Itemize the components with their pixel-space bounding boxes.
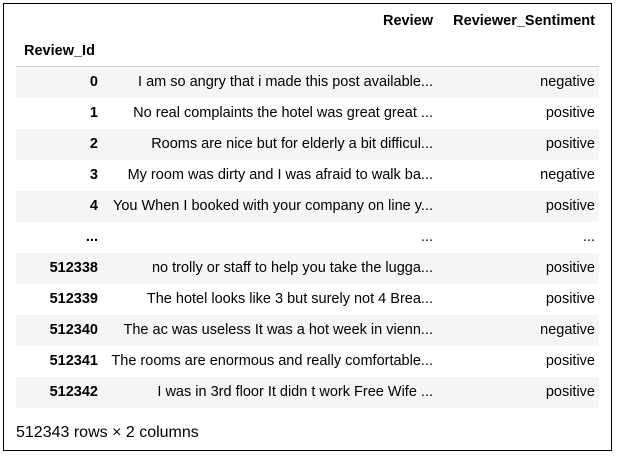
row-index: 4	[89, 198, 98, 214]
row-index: 512342	[49, 384, 98, 400]
sentiment-cell: ...	[582, 229, 595, 245]
row-index: 512340	[49, 322, 98, 338]
row-index: 1	[89, 105, 98, 121]
index-name: Review_Id	[16, 35, 102, 67]
review-cell: no trolly or staff to help you take the lugga...	[151, 260, 433, 276]
sentiment-cell: positive	[545, 260, 595, 276]
table-row	[16, 253, 599, 284]
column-header-reviewer-sentiment: Reviewer_Sentiment	[453, 12, 595, 29]
dataframe-output-frame	[3, 3, 612, 451]
sentiment-cell: negative	[540, 74, 595, 91]
sentiment-cell: negative	[540, 322, 595, 338]
review-cell: No real complaints the hotel was great great ...	[133, 105, 433, 121]
index-row-blank	[437, 35, 599, 67]
row-index: 512339	[49, 291, 98, 307]
table-row	[16, 377, 599, 408]
review-cell: The rooms are enormous and really comfortable...	[111, 353, 433, 369]
sentiment-cell: positive	[545, 291, 595, 307]
review-cell: I am so angry that i made this post available...	[138, 74, 433, 91]
sentiment-cell: positive	[545, 136, 595, 152]
review-cell: You When I booked with your company on line y...	[113, 198, 433, 214]
row-index: ...	[85, 229, 98, 245]
review-cell: The hotel looks like 3 but surely not 4 Brea...	[146, 291, 433, 307]
table-row	[16, 67, 599, 98]
review-cell: The ac was useless It was a hot week in vienn...	[123, 322, 433, 338]
table-row	[16, 284, 599, 315]
row-index: 512338	[49, 260, 98, 276]
sentiment-cell: positive	[545, 384, 595, 400]
column-header-row	[16, 4, 599, 35]
column-header-review: Review	[383, 12, 433, 29]
dataframe-table	[16, 4, 599, 408]
table-row	[16, 191, 599, 222]
row-index: 3	[89, 167, 98, 183]
review-cell: ...	[420, 229, 433, 245]
corner-cell	[16, 4, 102, 35]
row-index: 512341	[49, 353, 98, 369]
review-cell: My room was dirty and I was afraid to walk ba...	[127, 167, 433, 183]
table-row	[16, 222, 599, 253]
review-cell: Rooms are nice but for elderly a bit difficul...	[151, 136, 433, 152]
table-row	[16, 346, 599, 377]
sentiment-cell: positive	[545, 353, 595, 369]
table-row	[16, 315, 599, 346]
table-row	[16, 129, 599, 160]
sentiment-cell: positive	[545, 198, 595, 214]
review-cell: I was in 3rd floor It didn t work Free Wife ...	[157, 384, 433, 400]
index-name-row	[16, 35, 599, 67]
index-row-blank	[102, 35, 437, 67]
dataframe-shape-footer: 512343 rows × 2 columns	[16, 424, 199, 441]
sentiment-cell: negative	[540, 167, 595, 183]
table-row	[16, 160, 599, 191]
table-row	[16, 98, 599, 129]
row-index: 0	[89, 74, 98, 91]
sentiment-cell: positive	[545, 105, 595, 121]
row-index: 2	[89, 136, 98, 152]
